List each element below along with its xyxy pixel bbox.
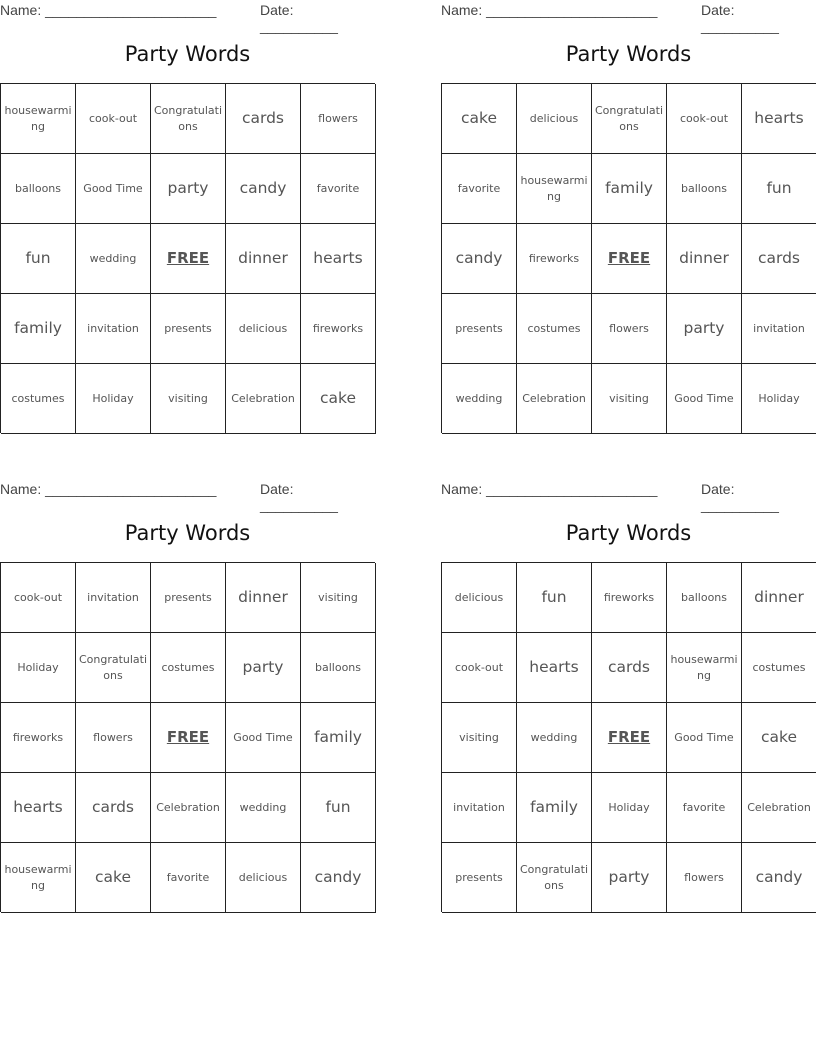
grid-cell: housewarming: [1, 84, 76, 154]
grid-cell: wedding: [226, 773, 301, 843]
grid-cell: Congratulations: [517, 843, 592, 913]
grid-cell: favorite: [667, 773, 742, 843]
grid-cell: cook-out: [76, 84, 151, 154]
card-title: Party Words: [565, 42, 692, 66]
grid-cell: delicious: [517, 84, 592, 154]
free-space-cell: FREE: [151, 224, 226, 294]
grid-cell: housewarming: [667, 633, 742, 703]
grid-cell: Celebration: [517, 364, 592, 434]
bingo-card-4: [441, 479, 816, 892]
grid-cell: cake: [76, 843, 151, 913]
grid-cell: delicious: [226, 843, 301, 913]
name-line: Name: ______________________: [441, 481, 658, 497]
grid-cell: cards: [76, 773, 151, 843]
grid-cell: party: [226, 633, 301, 703]
grid-cell: invitation: [76, 563, 151, 633]
card-header: [441, 0, 816, 34]
grid-cell: Congratulations: [151, 84, 226, 154]
grid-cell: presents: [442, 294, 517, 364]
bingo-card-2: [441, 0, 816, 405]
grid-cell: family: [1, 294, 76, 364]
grid-cell: cake: [301, 364, 376, 434]
grid-cell: Holiday: [742, 364, 816, 434]
grid-cell: dinner: [226, 224, 301, 294]
grid-cell: presents: [442, 843, 517, 913]
grid-cell: housewarming: [517, 154, 592, 224]
grid-cell: cards: [742, 224, 816, 294]
date-line: Date: __________: [701, 2, 779, 34]
grid-cell: cook-out: [1, 563, 76, 633]
grid-cell: family: [592, 154, 667, 224]
grid-cell: costumes: [1, 364, 76, 434]
card-header: [441, 479, 816, 513]
grid-cell: hearts: [301, 224, 376, 294]
bingo-grid: [441, 83, 816, 433]
grid-cell: favorite: [151, 843, 226, 913]
grid-cell: dinner: [742, 563, 816, 633]
grid-cell: cake: [442, 84, 517, 154]
free-space-cell: FREE: [151, 703, 226, 773]
grid-cell: candy: [301, 843, 376, 913]
grid-cell: flowers: [592, 294, 667, 364]
grid-cell: hearts: [1, 773, 76, 843]
grid-cell: Celebration: [226, 364, 301, 434]
grid-cell: fun: [742, 154, 816, 224]
grid-cell: visiting: [592, 364, 667, 434]
bingo-grid: [0, 562, 375, 912]
date-line: Date: __________: [260, 481, 338, 513]
grid-cell: dinner: [226, 563, 301, 633]
grid-cell: fireworks: [1, 703, 76, 773]
grid-cell: Celebration: [151, 773, 226, 843]
grid-cell: invitation: [442, 773, 517, 843]
grid-cell: invitation: [76, 294, 151, 364]
grid-cell: cook-out: [442, 633, 517, 703]
grid-cell: cards: [592, 633, 667, 703]
grid-cell: delicious: [226, 294, 301, 364]
grid-cell: delicious: [442, 563, 517, 633]
grid-cell: flowers: [667, 843, 742, 913]
grid-cell: hearts: [517, 633, 592, 703]
grid-cell: flowers: [301, 84, 376, 154]
grid-cell: candy: [442, 224, 517, 294]
grid-cell: family: [301, 703, 376, 773]
grid-cell: balloons: [1, 154, 76, 224]
grid-cell: wedding: [76, 224, 151, 294]
bingo-card-3: [0, 479, 375, 892]
name-line: Name: ______________________: [0, 2, 217, 18]
grid-cell: favorite: [301, 154, 376, 224]
grid-cell: flowers: [76, 703, 151, 773]
grid-cell: family: [517, 773, 592, 843]
grid-cell: party: [667, 294, 742, 364]
name-line: Name: ______________________: [441, 2, 658, 18]
grid-cell: fireworks: [517, 224, 592, 294]
grid-cell: visiting: [442, 703, 517, 773]
grid-cell: cook-out: [667, 84, 742, 154]
date-line: Date: __________: [260, 2, 338, 34]
grid-cell: invitation: [742, 294, 816, 364]
grid-cell: visiting: [151, 364, 226, 434]
grid-cell: candy: [226, 154, 301, 224]
grid-cell: Good Time: [667, 364, 742, 434]
grid-cell: fireworks: [301, 294, 376, 364]
grid-cell: costumes: [517, 294, 592, 364]
grid-cell: Good Time: [226, 703, 301, 773]
grid-cell: hearts: [742, 84, 816, 154]
grid-cell: Good Time: [667, 703, 742, 773]
grid-cell: housewarming: [1, 843, 76, 913]
grid-cell: party: [151, 154, 226, 224]
card-title: Party Words: [124, 42, 251, 66]
free-space-cell: FREE: [592, 703, 667, 773]
grid-cell: Holiday: [1, 633, 76, 703]
grid-cell: candy: [742, 843, 816, 913]
grid-cell: balloons: [667, 563, 742, 633]
grid-cell: cake: [742, 703, 816, 773]
grid-cell: Celebration: [742, 773, 816, 843]
grid-cell: Holiday: [76, 364, 151, 434]
grid-cell: balloons: [301, 633, 376, 703]
free-space-cell: FREE: [592, 224, 667, 294]
grid-cell: fun: [517, 563, 592, 633]
card-header: [0, 0, 375, 34]
card-title: Party Words: [124, 521, 251, 545]
grid-cell: wedding: [442, 364, 517, 434]
grid-cell: Holiday: [592, 773, 667, 843]
grid-cell: favorite: [442, 154, 517, 224]
card-header: [0, 479, 375, 513]
grid-cell: balloons: [667, 154, 742, 224]
date-line: Date: __________: [701, 481, 779, 513]
grid-cell: visiting: [301, 563, 376, 633]
grid-cell: costumes: [151, 633, 226, 703]
grid-cell: dinner: [667, 224, 742, 294]
bingo-card-1: [0, 0, 375, 408]
grid-cell: Congratulations: [592, 84, 667, 154]
bingo-grid: [0, 83, 375, 433]
grid-cell: fun: [301, 773, 376, 843]
grid-cell: costumes: [742, 633, 816, 703]
grid-cell: presents: [151, 294, 226, 364]
grid-cell: Good Time: [76, 154, 151, 224]
grid-cell: cards: [226, 84, 301, 154]
name-line: Name: ______________________: [0, 481, 217, 497]
grid-cell: presents: [151, 563, 226, 633]
grid-cell: fireworks: [592, 563, 667, 633]
grid-cell: wedding: [517, 703, 592, 773]
grid-cell: fun: [1, 224, 76, 294]
bingo-grid: [441, 562, 816, 912]
card-title: Party Words: [565, 521, 692, 545]
grid-cell: Congratulations: [76, 633, 151, 703]
grid-cell: party: [592, 843, 667, 913]
